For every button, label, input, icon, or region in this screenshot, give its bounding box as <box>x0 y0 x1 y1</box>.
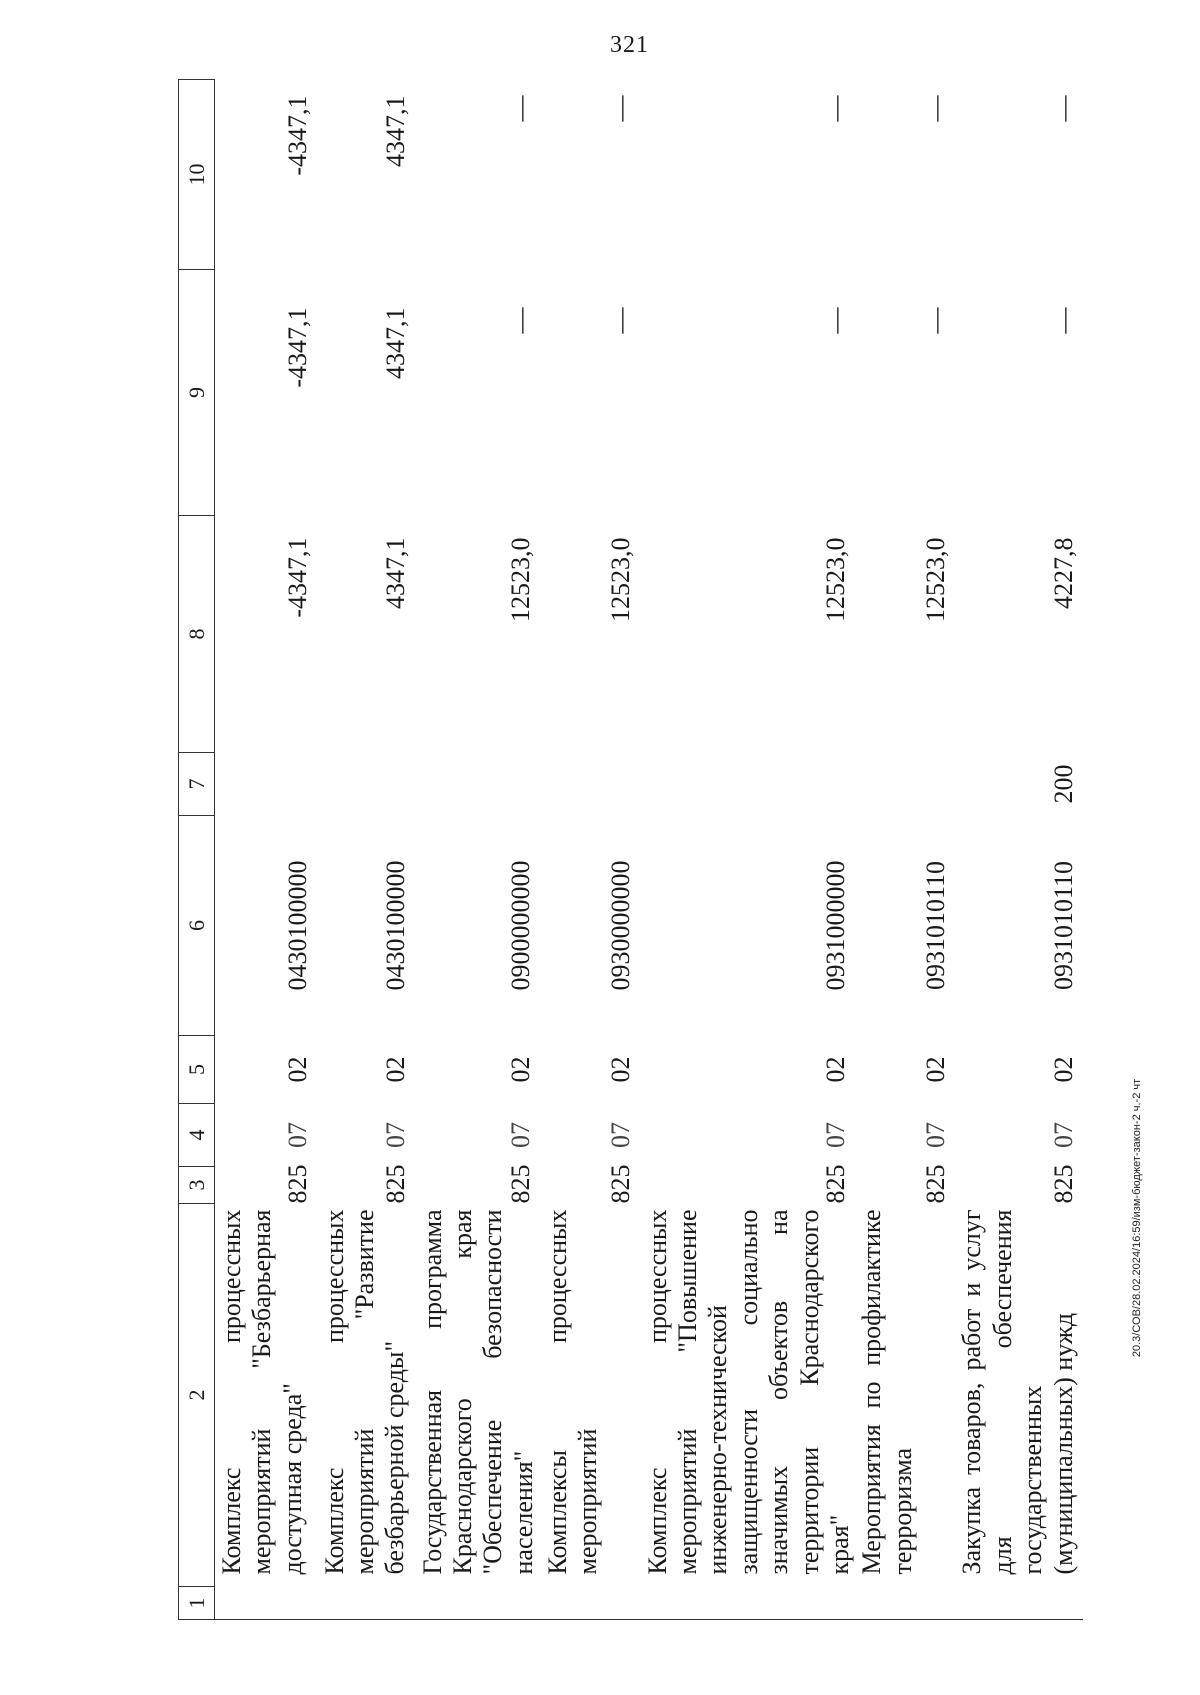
table-row <box>855 80 955 1620</box>
row-value-col9: -4347,1 <box>283 307 313 388</box>
row-section: 07 <box>1048 1122 1078 1148</box>
row-name: Государственная программа Краснодарского края "Обеспечение безопасности населения" <box>417 1209 538 1575</box>
row-value-col10: — <box>1048 95 1078 122</box>
row-section: 07 <box>606 1122 636 1148</box>
row-value-col8: 4347,1 <box>381 537 411 609</box>
row-value-col9: 4347,1 <box>381 307 411 379</box>
table-row <box>215 80 318 1620</box>
row-name: Комплекс процессных мероприятий "Безбарьерная доступная среда" <box>217 1209 307 1575</box>
row-value-col8: 12523,0 <box>820 537 850 622</box>
row-value-col8: 12523,0 <box>920 537 950 622</box>
row-value-col10: 4347,1 <box>381 95 411 167</box>
row-grbs: 825 <box>381 1164 411 1204</box>
row-subsection: 02 <box>606 1056 636 1083</box>
budget-table <box>178 79 1083 1620</box>
row-subsection: 02 <box>920 1056 950 1083</box>
budget-table-rotated <box>178 80 1078 1620</box>
header-col-10: 10 <box>179 80 215 270</box>
row-expense-type: 200 <box>1048 764 1078 804</box>
row-value-col8: -4347,1 <box>283 537 313 618</box>
row-value-col10: — <box>920 95 950 122</box>
row-section: 07 <box>506 1122 536 1148</box>
row-value-col10: — <box>820 95 850 122</box>
row-grbs: 825 <box>606 1164 636 1204</box>
row-value-col8: 12523,0 <box>606 537 636 622</box>
row-value-col10: -4347,1 <box>283 95 313 176</box>
row-subsection: 02 <box>283 1056 313 1083</box>
row-target-article: 0430100000 <box>283 860 313 991</box>
row-section: 07 <box>283 1122 313 1148</box>
row-target-article: 0900000000 <box>506 860 536 991</box>
row-expense-type <box>855 753 955 816</box>
row-value-col9: — <box>920 307 950 334</box>
row-name: Мероприятия по профилактике терроризма <box>857 1209 917 1575</box>
row-subsection: 02 <box>506 1056 536 1083</box>
row-value-col9: — <box>820 307 850 334</box>
row-grbs: 825 <box>1048 1164 1078 1204</box>
table-row <box>641 80 856 1620</box>
row-name: Комплексы процессных мероприятий <box>542 1209 602 1575</box>
row-value-col8: 12523,0 <box>506 537 536 622</box>
row-expense-type <box>416 753 541 816</box>
header-col-8: 8 <box>179 516 215 753</box>
header-col-2: 2 <box>179 1204 215 1587</box>
header-col-4: 4 <box>179 1104 215 1167</box>
row-target-article: 0931010110 <box>920 860 950 991</box>
row-name: Комплекс процессных мероприятий "Развитие безбарьерной среды" <box>319 1209 410 1575</box>
row-value-col8: 4227,8 <box>1048 537 1078 609</box>
row-grbs: 825 <box>820 1164 850 1204</box>
row-target-article: 0930000000 <box>606 860 636 991</box>
row-expense-type <box>641 753 856 816</box>
row-section: 07 <box>920 1122 950 1148</box>
row-grbs: 825 <box>283 1164 313 1204</box>
row-grbs: 825 <box>920 1164 950 1204</box>
row-subsection: 02 <box>381 1056 411 1083</box>
row-subsection: 02 <box>1048 1056 1078 1083</box>
header-col-5: 5 <box>179 1036 215 1104</box>
row-value-col9: — <box>606 307 636 334</box>
row-value-col9: — <box>506 307 536 334</box>
row-section: 07 <box>820 1122 850 1148</box>
table-row <box>541 80 641 1620</box>
header-col-9: 9 <box>179 270 215 516</box>
row-value-col10: — <box>506 95 536 122</box>
page-number: 321 <box>610 32 649 58</box>
table-row <box>318 80 416 1620</box>
row-expense-type <box>215 753 318 816</box>
row-value-col10: — <box>606 95 636 122</box>
header-col-7: 7 <box>179 753 215 816</box>
row-section: 07 <box>381 1122 411 1148</box>
row-value-col9: — <box>1048 307 1078 334</box>
row-grbs: 825 <box>506 1164 536 1204</box>
document-footer-code: 20.3/СОВ/28.02.2024/16:59/изм-бюджет-закон-2 ч.-2 чт <box>1131 1078 1143 1358</box>
table-row <box>416 80 541 1620</box>
row-name: Комплекс процессных мероприятий "Повышение инженерно-технической защищенности социально значимых объектов на территории Краснодарского края" <box>642 1209 854 1575</box>
header-col-1: 1 <box>179 1587 215 1620</box>
table-header-row <box>179 80 215 1620</box>
header-col-6: 6 <box>179 816 215 1036</box>
header-col-3: 3 <box>179 1167 215 1204</box>
row-subsection: 02 <box>820 1056 850 1083</box>
row-target-article: 0931000000 <box>820 860 850 991</box>
row-expense-type <box>318 753 416 816</box>
table-row <box>955 80 1083 1620</box>
row-name: Закупка товаров, работ и услуг для обеспечения государственных (муниципальных) нужд <box>957 1209 1078 1575</box>
row-expense-type <box>541 753 641 816</box>
row-target-article: 0430100000 <box>381 860 411 991</box>
row-target-article: 0931010110 <box>1048 860 1078 991</box>
